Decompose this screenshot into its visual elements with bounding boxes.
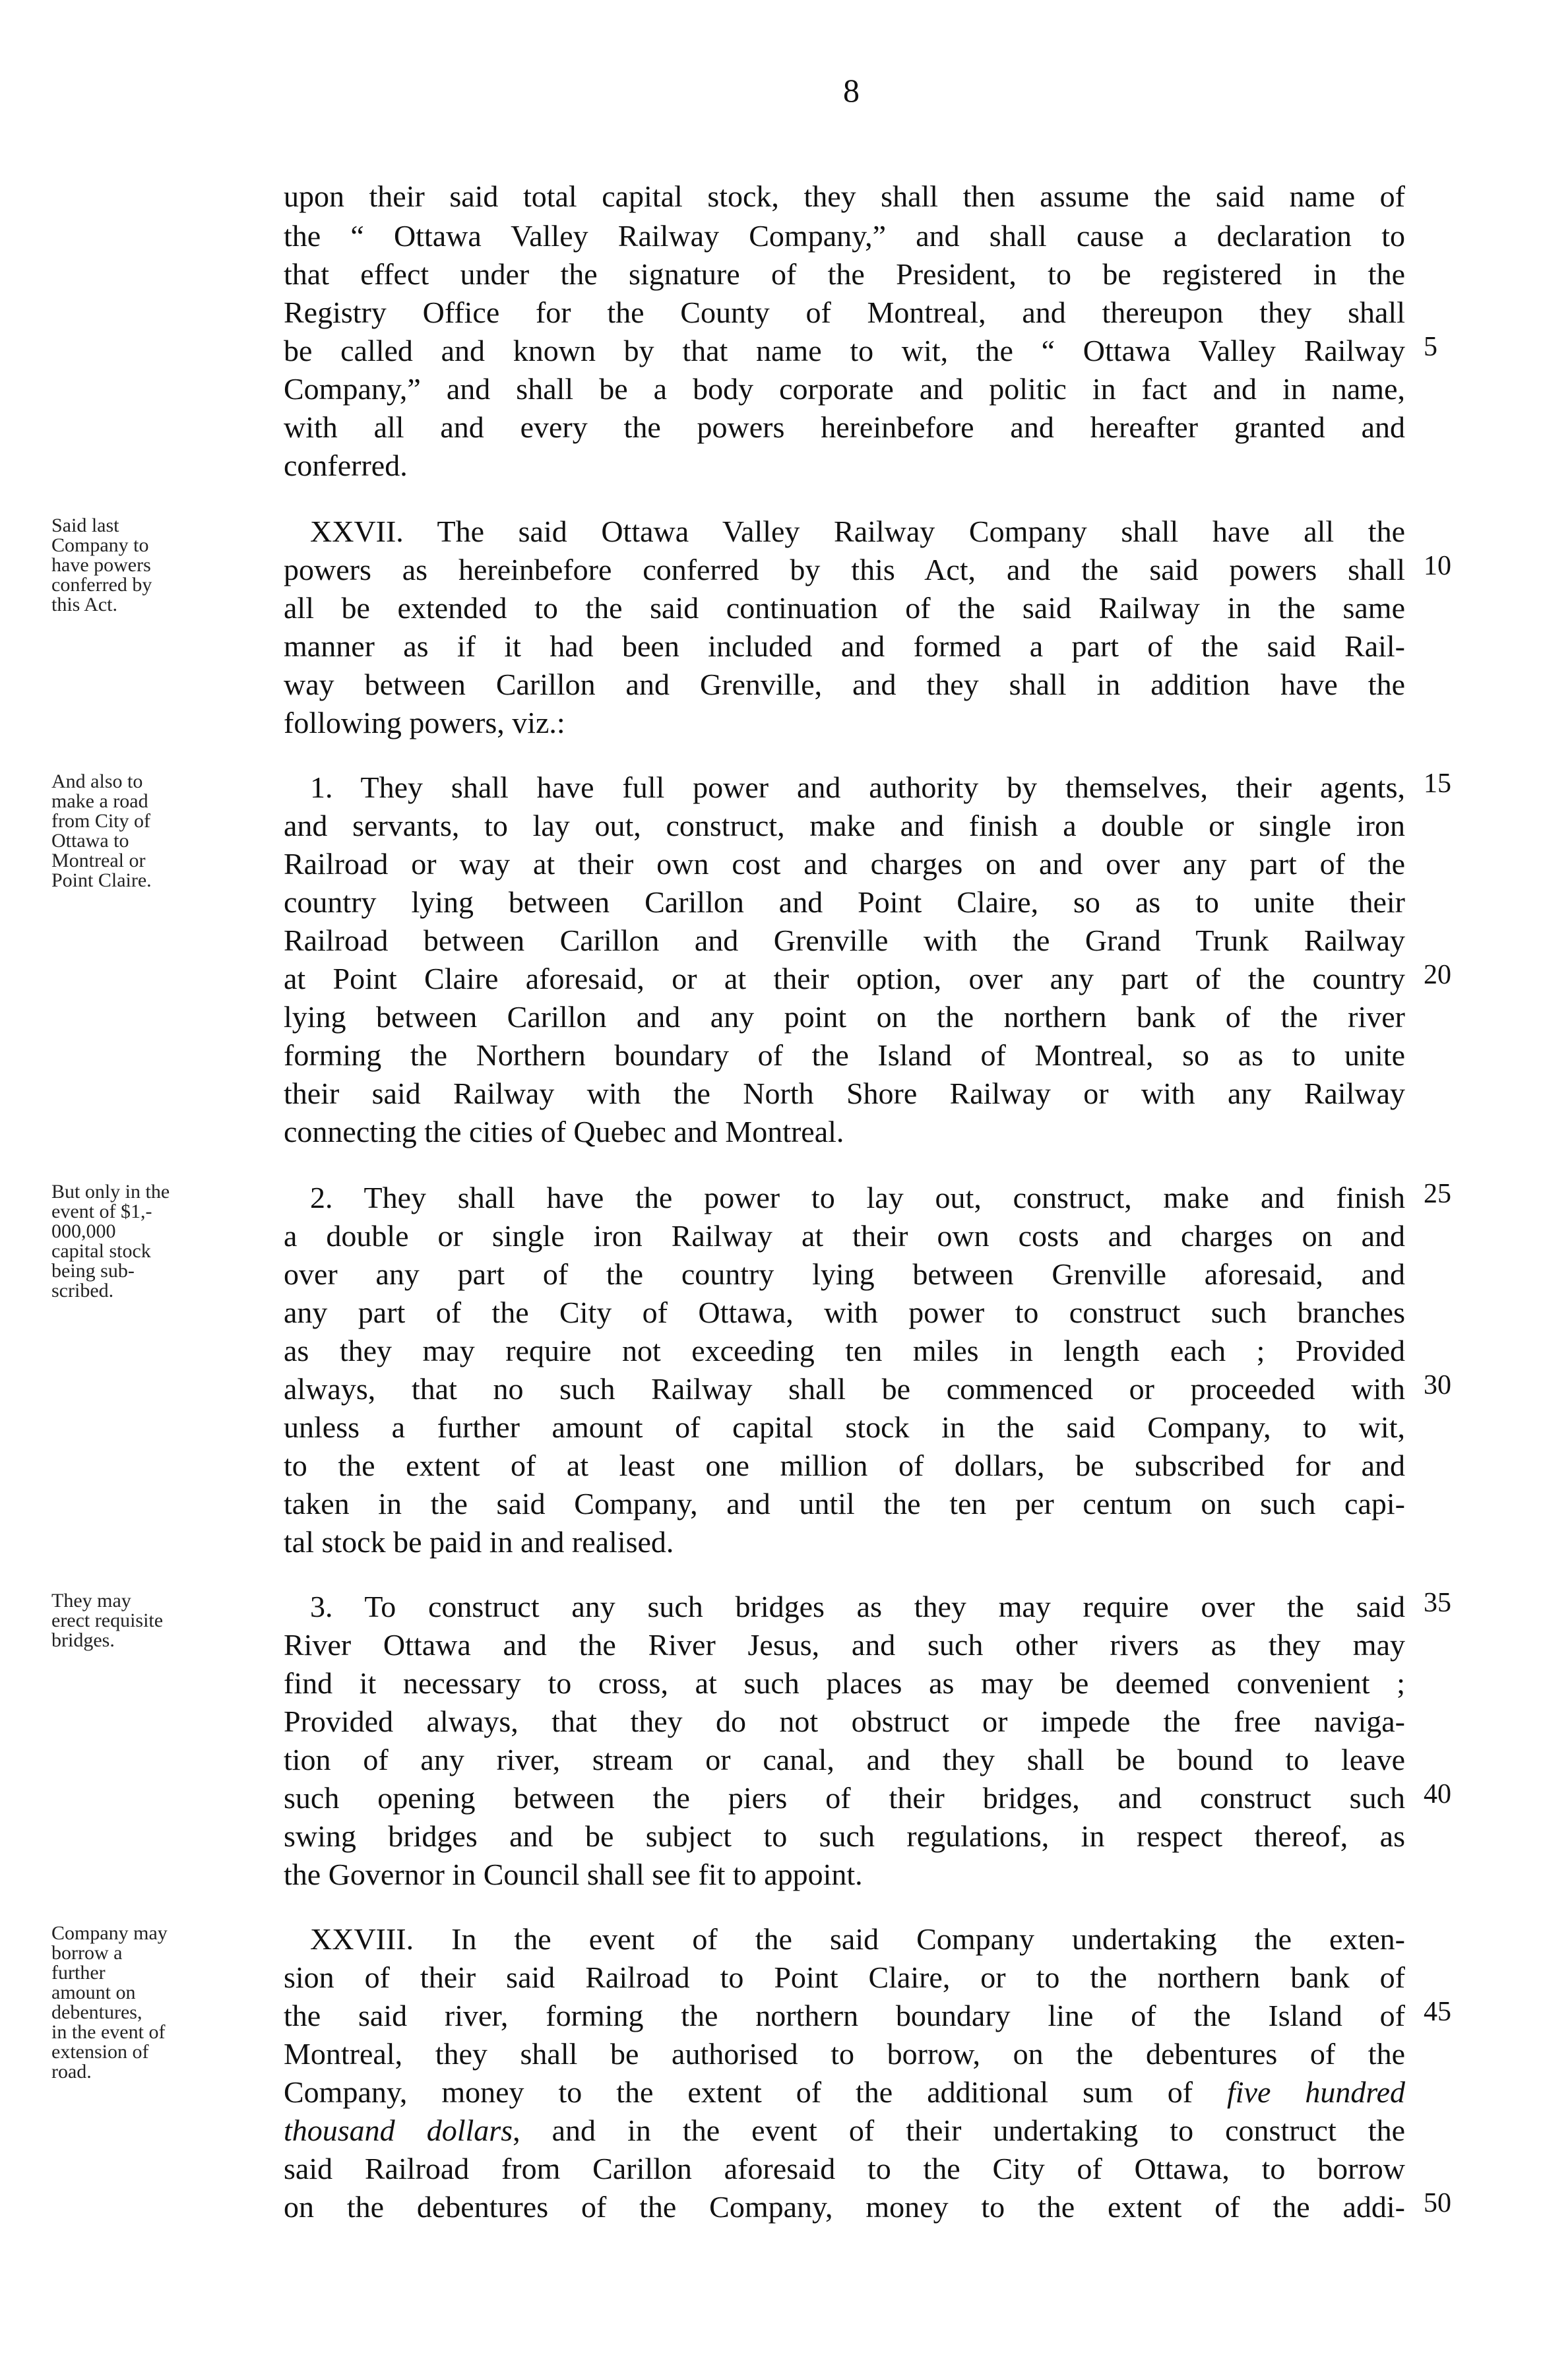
line-number: 10 — [1424, 551, 1451, 581]
text-line: following powers, viz.: — [284, 706, 565, 739]
text-line: XXVII. The said Ottawa Valley Railway Company shall have all the — [310, 515, 1405, 548]
text-line: and servants, to lay out, construct, make and finish a double or single iron — [284, 809, 1405, 842]
text-line: tion of any river, stream or canal, and they shall be bound to leave — [284, 1743, 1405, 1776]
margin-note-line: Company may — [51, 1922, 168, 1944]
margin-note-line: They may — [51, 1590, 131, 1612]
margin-note-line: borrow a — [51, 1942, 123, 1964]
text-line: the “ Ottawa Valley Railway Company,” and shall cause a declaration to — [284, 219, 1405, 253]
line-number: 35 — [1424, 1588, 1451, 1618]
line-number: 5 — [1424, 332, 1437, 362]
text-line: the Governor in Council shall see fit to appoint. — [284, 1858, 863, 1891]
text-line: manner as if it had been included and formed a part of the said Rail- — [284, 629, 1405, 663]
margin-note-line: Said last — [51, 515, 119, 536]
margin-note-line: And also to — [51, 770, 143, 792]
margin-note-line: erect requisite — [51, 1610, 164, 1631]
text-line: swing bridges and be subject to such regulations, in respect thereof, as — [284, 1819, 1405, 1853]
margin-note — [51, 1182, 276, 1301]
page-number: 8 — [843, 72, 860, 109]
text-line: on the debentures of the Company, money to the extent of the addi- — [284, 2190, 1405, 2224]
line-number: 45 — [1424, 1997, 1451, 2027]
text-line: 2. They shall have the power to lay out, construct, make and finish — [310, 1181, 1405, 1214]
text-line: XXVIII. In the event of the said Company undertaking the exten- — [310, 1922, 1405, 1956]
margin-note-line: capital stock — [51, 1240, 151, 1262]
text-line: tal stock be paid in and realised. — [284, 1525, 674, 1559]
margin-note-line: amount on — [51, 1982, 136, 2003]
text-line: upon their said total capital stock, they shall then assume the said name of — [284, 179, 1405, 213]
text-line: forming the Northern boundary of the Island of Montreal, so as to unite — [284, 1038, 1405, 1072]
margin-note-line: Ottawa to — [51, 830, 129, 852]
margin-note-line: Montreal or — [51, 850, 146, 871]
text-line: country lying between Carillon and Point Claire, so as to unite their — [284, 885, 1405, 919]
text-line: that effect under the signature of the President, to be registered in the — [284, 257, 1405, 291]
margin-note-line: in the event of — [51, 2021, 166, 2043]
line-number: 15 — [1424, 768, 1451, 799]
text-line: always, that no such Railway shall be commenced or proceeded with — [284, 1372, 1405, 1406]
text-line: all be extended to the said continuation of the said Railway in the same — [284, 591, 1405, 625]
margin-note-line: Point Claire. — [51, 869, 152, 891]
margin-note-line: further — [51, 1962, 106, 1984]
text-line: Railroad or way at their own cost and charges on and over any part of the — [284, 847, 1405, 881]
text-line: powers as hereinbefore conferred by this Act, and the said powers shall — [284, 553, 1405, 586]
text-line: Registry Office for the County of Montreal, and thereupon they shall — [284, 296, 1405, 329]
text-line: such opening between the piers of their bridges, and construct such — [284, 1781, 1405, 1815]
text-line: taken in the said Company, and until the ten per centum on such capi- — [284, 1487, 1405, 1520]
margin-note-line: extension of — [51, 2041, 149, 2063]
margin-note-line: Company to — [51, 534, 149, 556]
margin-note-line: scribed. — [51, 1280, 114, 1301]
text-line: a double or single iron Railway at their own costs and charges on and — [284, 1219, 1405, 1253]
text-line: lying between Carillon and any point on the northern bank of the river — [284, 1000, 1405, 1034]
margin-note-line: bridges. — [51, 1629, 115, 1651]
margin-note-line: have powers — [51, 554, 151, 576]
text-line: said Railroad from Carillon aforesaid to the City of Ottawa, to borrow — [284, 2152, 1405, 2185]
text-line: Montreal, they shall be authorised to borrow, on the debentures of the — [284, 2037, 1405, 2071]
text-line: Company, money to the extent of the additional sum of five hundred — [284, 2075, 1405, 2109]
margin-note-line: 000,000 — [51, 1220, 116, 1242]
text-line: with all and every the powers hereinbefore and hereafter granted and — [284, 410, 1405, 444]
text-line: River Ottawa and the River Jesus, and such other rivers as they may — [284, 1628, 1405, 1662]
text-line: as they may require not exceeding ten miles in length each ; Provided — [284, 1334, 1405, 1367]
text-line: 1. They shall have full power and authority by themselves, their agents, — [310, 770, 1405, 804]
line-number: 40 — [1424, 1779, 1451, 1809]
margin-note-line: debentures, — [51, 2001, 142, 2023]
text-line: over any part of the country lying between Grenville aforesaid, and — [284, 1257, 1405, 1291]
text-line: connecting the cities of Quebec and Montreal. — [284, 1115, 844, 1148]
text-line: at Point Claire aforesaid, or at their option, over any part of the country — [284, 962, 1405, 995]
text-line: the said river, forming the northern boundary line of the Island of — [284, 1999, 1405, 2032]
margin-note — [51, 1924, 276, 2082]
text-line: Company,” and shall be a body corporate and politic in fact and in name, — [284, 372, 1405, 406]
margin-note-line: road. — [51, 2061, 92, 2082]
margin-note — [51, 516, 276, 615]
text-line: to the extent of at least one million of dollars, be subscribed for and — [284, 1449, 1405, 1482]
text-line: sion of their said Railroad to Point Claire, or to the northern bank of — [284, 1960, 1405, 1994]
margin-note — [51, 1591, 276, 1650]
text-line: thousand dollars, and in the event of their undertaking to construct the — [284, 2114, 1405, 2147]
line-number: 25 — [1424, 1179, 1451, 1209]
text-line: any part of the City of Ottawa, with power to construct such branches — [284, 1296, 1405, 1329]
text-line: Provided always, that they do not obstruct or impede the free naviga- — [284, 1705, 1405, 1738]
margin-note-line: from City of — [51, 810, 150, 832]
margin-note-line: make a road — [51, 790, 148, 812]
text-line: unless a further amount of capital stock in the said Company, to wit, — [284, 1410, 1405, 1444]
margin-note-line: But only in the — [51, 1181, 170, 1203]
margin-note-line: conferred by — [51, 574, 152, 596]
text-line: way between Carillon and Grenville, and they shall in addition have the — [284, 668, 1405, 701]
text-line: be called and known by that name to wit, the “ Ottawa Valley Railway — [284, 334, 1405, 367]
line-number: 20 — [1424, 960, 1451, 990]
line-number: 50 — [1424, 2188, 1451, 2218]
margin-note — [51, 772, 276, 891]
text-line: Railroad between Carillon and Grenville with the Grand Trunk Railway — [284, 924, 1405, 957]
text-line: conferred. — [284, 449, 408, 482]
margin-note-line: event of $1,- — [51, 1201, 152, 1222]
text-line: their said Railway with the North Shore Railway or with any Railway — [284, 1077, 1405, 1110]
text-line: 3. To construct any such bridges as they may require over the said — [310, 1590, 1405, 1623]
margin-note-line: this Act. — [51, 594, 118, 615]
text-line: find it necessary to cross, at such places as may be deemed convenient ; — [284, 1666, 1405, 1700]
margin-note-line: being sub- — [51, 1260, 135, 1282]
line-number: 30 — [1424, 1370, 1451, 1400]
